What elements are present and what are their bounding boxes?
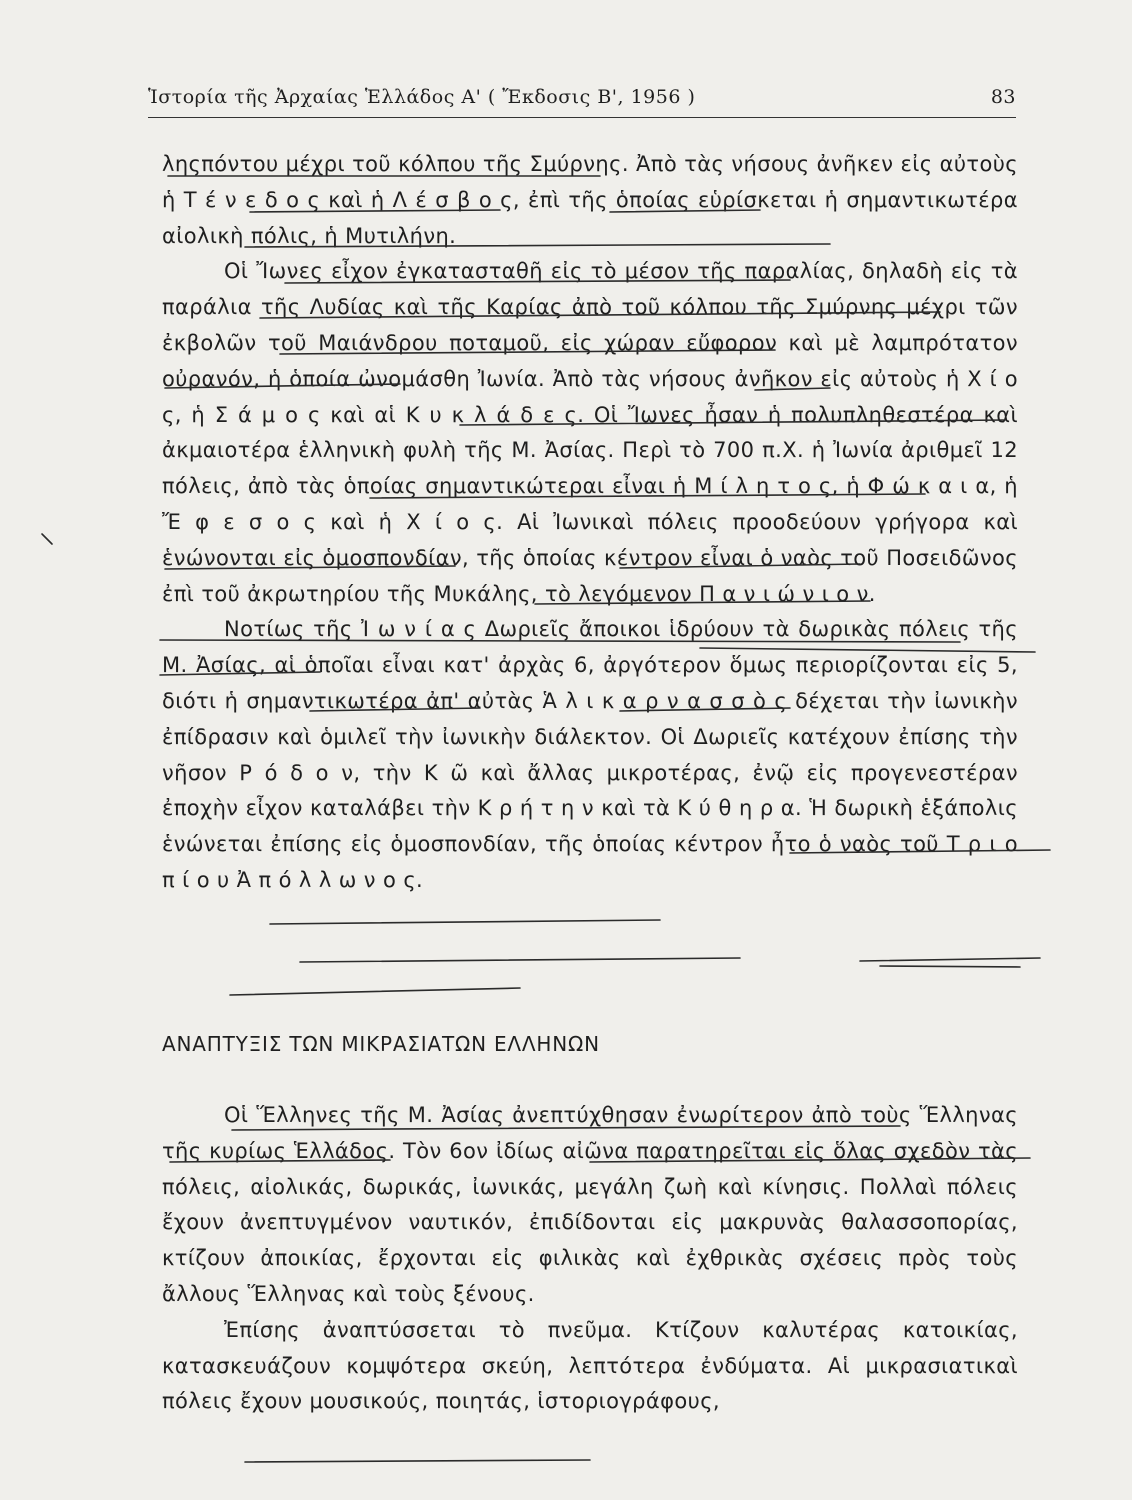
page-number: 83: [990, 86, 1016, 108]
paragraph-dorians: Νοτίως τῆς Ἰ ω ν ί α ς Δωριεῖς ἄποικοι ἱδρύουν τὰ δωρικὰς πόλεις τῆς Μ. Ἀσίας, αἱ ὁποῖαι εἶναι κατ' ἀρχὰς 6, ἀργότερον ὅμως περιορίζονται εἰς 5, διότι ἡ σημαντικωτέρα ἀπ' αὐτὰς Ἁ λ ι κ α ρ ν α σ σ ὸ ς δέχεται τὴν ἰωνικὴν ἐπίδρασιν καὶ ὁμιλεῖ τὴν ἰωνικὴν διάλεκτον. Οἱ Δωριεῖς κατέχουν ἐπίσης τὴν νῆσον Ρ ό δ ο ν, τὴν Κ ῶ καὶ ἄλλας μικροτέρας, ἐνῷ εἰς προγενεστέραν ἐποχὴν εἶχον καταλάβει τὴν Κ ρ ή τ η ν καὶ τὰ Κ ύ θ η ρ α. Ἡ δωρικὴ ἑξάπολις ἑνώνεται ἐπίσης εἰς ὁμοσπονδίαν, τῆς ὁποίας κέντρον ἦτο ὁ ναὸς τοῦ Τ ρ ι ο π ί ο υ Ἀ π ό λ λ ω ν ο ς.: [162, 617, 1018, 892]
paragraph-spirit: Ἐπίσης ἀναπτύσσεται τὸ πνεῦμα. Κτίζουν καλυτέρας κατοικίας, κατασκευάζουν κομψότερα σκεύη, λεπτότερα ἐνδύματα. Αἱ μικρασιατικαὶ πόλεις ἔχουν μουσικούς, ποιητάς, ἱστοριογράφους,: [162, 1317, 1018, 1414]
running-header: [148, 86, 1016, 116]
header-rule: [148, 117, 1016, 118]
underline-mark: [880, 966, 1020, 967]
section-heading: ΑΝΑΠΤΥΞΙΣ ΤΩΝ ΜΙΚΡΑΣΙΑΤΩΝ ΕΛΛΗΝΩΝ: [162, 1032, 600, 1056]
underline-mark: [300, 958, 740, 962]
paragraph-development: Οἱ Ἕλληνες τῆς Μ. Ἀσίας ἀνεπτύχθησαν ἐνωρίτερον ἀπὸ τοὺς Ἕλληνας τῆς κυρίως Ἑλλάδος. Τὸν 6ον ἰδίως αἰῶνα παρατηρεῖται εἰς ὅλας σχεδὸν τὰς πόλεις, αἰολικάς, δωρικάς, ἰωνικάς, μεγάλη ζωὴ καὶ κίνησις. Πολλαὶ πόλεις ἔχουν ἀνεπτυγμένον ναυτικόν, ἐπιδίδονται εἰς μακρυνὰς θαλασσοπορίας, κτίζουν ἀποικίας, ἔρχονται εἰς φιλικὰς καὶ ἐχθρικὰς σχέσεις πρὸς τοὺς ἄλλους Ἕλληνας καὶ τοὺς ξένους.: [162, 1103, 1018, 1306]
running-header-title: Ἱστορία τῆς Ἀρχαίας Ἑλλάδος Α' ( Ἔκδοσις Β', 1956 ): [148, 86, 696, 108]
body-text-lower: [162, 1098, 1018, 1420]
underline-mark: [245, 1460, 590, 1462]
underline-mark: [270, 920, 660, 924]
underline-mark: [230, 988, 520, 995]
paragraph-ionians: Οἱ Ἴωνες εἶχον ἐγκατασταθῆ εἰς τὸ μέσον τῆς παραλίας, δηλαδὴ εἰς τὰ παράλια τῆς Λυδίας καὶ τῆς Καρίας ἀπὸ τοῦ κόλπου τῆς Σμύρνης μέχρι τῶν ἐκβολῶν τοῦ Μαιάνδρου ποταμοῦ, εἰς χώραν εὔφορον καὶ μὲ λαμπρότατον οὐρανόν, ἡ ὁποία ὠνομάσθη Ἰωνία. Ἀπὸ τὰς νήσους ἀνῆκον εἰς αὐτοὺς ἡ Χ ί ο ς, ἡ Σ ά μ ο ς καὶ αἱ Κ υ κ λ ά δ ε ς. Οἱ Ἴωνες ἦσαν ἡ πολυπληθεστέρα καὶ ἀκμαιοτέρα ἑλληνικὴ φυλὴ τῆς Μ. Ἀσίας. Περὶ τὸ 700 π.Χ. ἡ Ἰωνία ἀριθμεῖ 12 πόλεις, ἀπὸ τὰς ὁποίας σημαντικώτεραι εἶναι ἡ Μ ί λ η τ ο ς, ἡ Φ ώ κ α ι α, ἡ Ἔ φ ε σ ο ς καὶ ἡ Χ ί ο ς. Αἱ Ἰωνικαὶ πόλεις προοδεύουν γρήγορα καὶ ἑνώνονται εἰς ὁμοσπονδίαν, τῆς ὁποίας κέντρον εἶναι ὁ ναὸς τοῦ Ποσειδῶνος ἐπὶ τοῦ ἀκρωτηρίου τῆς Μυκάλης, τὸ λεγόμενον Π α ν ι ώ ν ι ο ν.: [162, 259, 1018, 606]
margin-pencil-mark: [42, 534, 52, 544]
paragraph-continuation: ληςπόντου μέχρι τοῦ κόλπου τῆς Σμύρνης. Ἀπὸ τὰς νήσους ἀνῆκεν εἰς αὐτοὺς ἡ Τ έ ν ε δ ο ς καὶ ἡ Λ έ σ β ο ς, ἐπὶ τῆς ὁποίας εὑρίσκεται ἡ σημαντικωτέρα αἰολικὴ πόλις, ἡ Μυτιλήνη.: [162, 152, 1018, 248]
underline-mark: [860, 958, 1040, 961]
body-text-upper: [162, 147, 1018, 899]
